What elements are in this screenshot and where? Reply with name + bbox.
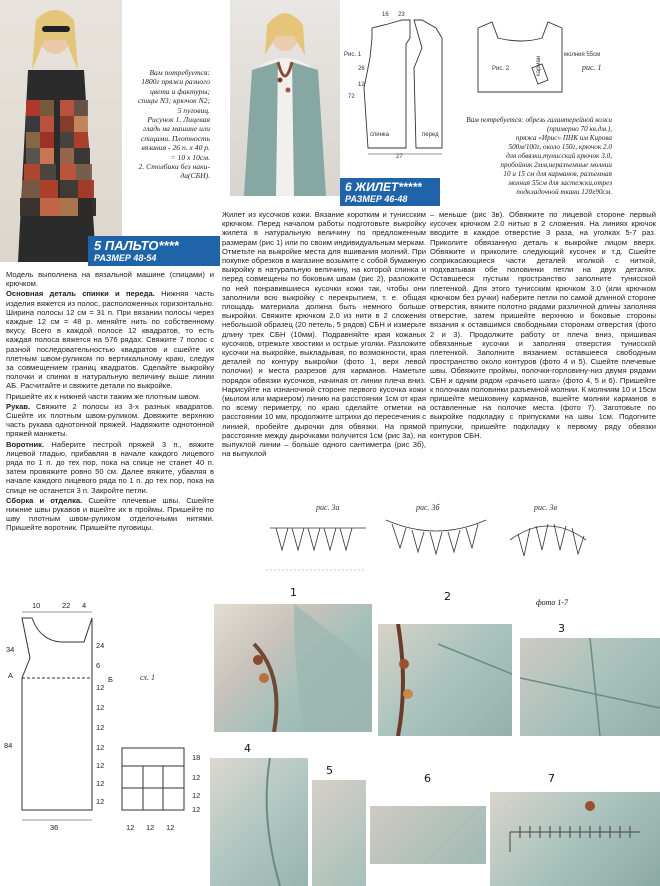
photo-5 <box>312 780 366 886</box>
dim-right-6: 6 <box>96 661 101 670</box>
photo-number-7: 7 <box>548 772 555 785</box>
coat-sleeve-text: Свяжите 2 полосы из 3-х разных квадратов. Сшейте их плотным швом-руликом. Довяжите верхнюю часть рукава однотонной пряжей. Надвяжите однотонной пряжей манжеты. <box>6 401 214 439</box>
coat-scheme <box>0 598 222 886</box>
dim-right-12a: 12 <box>96 683 105 692</box>
front-label: перед <box>422 132 439 138</box>
dim-72: 72 <box>348 94 355 100</box>
coat-photo <box>0 0 122 262</box>
coat-assembly-text: Сшейте плечевые швы. Сшейте нижние швы рукавов и вшейте их в проймы. Пришейте по шву плотным швом-руликом отделочными нитями. Пришейте воротник. Пришейте пуговицы. <box>6 495 214 533</box>
coat-assembly-heading: Сборка и отделка. <box>6 495 83 505</box>
fig3a-label: рис. 3а <box>316 503 340 512</box>
dim-sleeve-18: 18 <box>192 753 201 762</box>
dim-16: 16 <box>382 12 389 18</box>
vest-text-column-1: Жилет из кусочков кожи. Вязание коротким и тунисским крючком. Перед началом работы подготовьте выкройку жилета в натуральную величину по предложенным размерам (рис 1) или по своим индивидуальным меркам. Отметьте на выкройке места для вшивания молний. При покупке обрезков в магазине возьмите с собой бумажную выкройку в натуральную величину, на которой спинка и перед совмещены по боковым швам (рис 2), разложите по ней понравившиеся кусочки кожи так, чтобы они заполнили всю выкройку с перекрытием, т. е. общая площадь материала должна быть немного больше выкройки. Свяжите крючком 2.0 из нити в 2 сложения небольшой образец (20 петель, 5 рядов) СБН и измерьте длину трех СБН (10мм). Подравняйте края кожаных кусочков, отрежьте хвостики и острые уголки. Разложите кусочки на выкройке, выкладывая, по возможности, края деталей по контуру выкройки (фото 1, верх левой полочки) и места разрезов для карманов. Наметьте порядок обвязки кусочков, начиная от линии плеча вниз. Нарисуйте на изнаночной стороне первого кусочка кожи (мылом или маркером) линию на расстоянии 1см от края по всему периметру, по краю сделайте отметки на расстоянии 10 мм, продолжите штрихи до пересечения с линией, пробейте дырочки для обвязки. На прямой расстояние между дырочками получится 1см (рис 3а), на выпуклой линии – больше одного сантиметра (рис 3б), на выпуклой <box>222 210 426 459</box>
karman-label: карман <box>536 55 542 76</box>
vest-size: РАЗМЕР 46-48 <box>345 194 408 204</box>
vest-illustration <box>230 0 340 196</box>
dim-sleeve-12a: 12 <box>192 773 201 782</box>
dim-right-12g: 12 <box>96 797 105 806</box>
coat-sleeve-heading: Рукав. <box>6 401 31 411</box>
dim-23: 23 <box>398 12 405 18</box>
photo-6 <box>370 806 486 864</box>
photo-caption: фото 1-7 <box>536 598 569 607</box>
coat-size: РАЗМЕР 48-54 <box>94 253 157 263</box>
coat-collar-paragraph <box>6 440 214 495</box>
photo-number-6: 6 <box>424 772 431 785</box>
photo-number-2: 2 <box>444 590 451 603</box>
dim-sleeve-bottom-3: 12 <box>166 823 175 832</box>
coat-text-column <box>6 270 214 534</box>
dim-sleeve-12c: 12 <box>192 805 201 814</box>
coat-main-paragraph <box>6 289 214 390</box>
dim-right-12e: 12 <box>96 761 105 770</box>
back-label: спинка <box>370 132 390 138</box>
dim-left-84: 84 <box>4 741 13 750</box>
dim-top-22: 22 <box>62 601 71 610</box>
dim-left-34: 34 <box>6 645 15 654</box>
fig3-crochet-diagrams <box>266 500 596 574</box>
coat-collar-heading: Воротник. <box>6 439 45 449</box>
coat-assembly-paragraph <box>6 496 214 533</box>
photo-number-3: 3 <box>558 622 565 635</box>
vest-fig2-pattern <box>478 22 562 92</box>
vest-photo <box>230 0 340 196</box>
vest-title: 6 ЖИЛЕТ***** <box>345 180 422 194</box>
dim-right-12f: 12 <box>96 779 105 788</box>
coat-intro: Модель выполнена на вязальной машине (спицами) и крючком. <box>6 270 214 289</box>
photo-3 <box>520 638 660 736</box>
coat-main-heading: Основная деталь спинки и переда. <box>6 289 155 299</box>
label-a: А <box>8 671 14 680</box>
dim-top-10: 10 <box>32 601 41 610</box>
scheme-label: сх. 1 <box>140 673 155 682</box>
fig1-label: рис. 1 <box>582 63 602 72</box>
fig3v-label: рис. 3в <box>534 503 558 512</box>
fig2-small-label: Рис. 2 <box>492 66 510 72</box>
dim-bottom-36: 36 <box>50 823 59 832</box>
sleeve-outline <box>122 748 184 810</box>
dim-right-12d: 12 <box>96 743 105 752</box>
coat-materials: Вам потребуется: 1800г пряжи разного цвета и фактуры; спицы N3; крючок N2; 5 пуговиц. Рисунок 1. Лицевая гладь на машине или спицами. Плотность вязания - 26 п. х 40 р. = 10 х 10см. 2. Столбики без нaки- да(СБН). <box>138 68 210 181</box>
photo-number-4: 4 <box>244 742 251 755</box>
zip-label: молния 55см <box>564 52 601 58</box>
dim-26: 26 <box>358 66 365 72</box>
dim-sleeve-bottom-1: 12 <box>126 823 135 832</box>
photo-number-5: 5 <box>326 764 333 777</box>
photo-1 <box>214 604 372 732</box>
vest-text-column-2: – меньше (рис 3в). Обвяжите по лицевой стороне первый кусочек крючком 2.0 нитью в 2 сложения. На линиях крючок вводите в каждое отверстие 3 раза, на уголках 5-7 раз. Приколите обвязанную деталь к выкройке лицом вверх. Обвяжите и приколите следующий кусочек и т.д. Сшейте соприкасающиеся части деталей иголкой с ниткой, подхватывая обе половинки петли на двух деталях. Оставшееся пустым пространство заполните тунисской плетенкой. Для этого тунисским крючком 3.0 (или крючком крючком без ручки) наберите петли по самой длинной стороне отверстия, вяжите полотно рядами различной длины заполняя отверстие, затем пришейте верхнюю и боковые стороны вязания к оставшимся свободными сторонам отверстия (фото 2 и 3). Продолжите работу от плеча вниз, пришивая обвязанные кусочки и заполняя отверстия тунисской плетенкой. Заполните вязанием оставшееся свободным пространство около контуров (фото 4 и 5). Сшейте плечевые швы. Обвяжите проймы, полочки-горловину-низ двумя рядами СБН и одним рядом «рачьего шага» (фото 4, 5 и 6). Пришейте к полочкам половинки разъемной молнии. К молниям 10 и 15см пришейте мешковину карманов, вшейте молнии карманов в оставленные на полочке места (фото 7). Заготовьте по выкройке подкладку с припусками на швы 1см. Подогните припуски, пришейте подкладку к первому ряду обвязки контуров СБН. <box>430 210 656 440</box>
coat-illustration <box>0 0 122 262</box>
dim-top-4: 4 <box>82 601 87 610</box>
coat-sleeve-paragraph <box>6 402 214 439</box>
coat-outline <box>22 618 92 810</box>
photo-number-1: 1 <box>290 586 297 599</box>
coat-main-text: Нижняя часть изделия вяжется из полос, расположенных горизонтально. Ширина полосы 12 см = 31 п. При вязании полосы через каждые 12 см = 48 р. меняйте нить по собственному вкусу. Всего в каждой полосе 12 квадратов, то есть каждая полоса вяжется на 576 рядах. Свяжите 7 полос с разной последовательностью квадратов и сшейте их плетным швом-руликом по вертикальному краю, следуя за совмещением границ квадратов. Сделайте выкройку полочки и спинки в натуральную величину выше линии АБ. Расчитайте и свяжите детали по выкройке. <box>6 289 214 391</box>
vest-materials: Вам потребуется: обрезь галантерейной кожи (примерно 70 кв.дм.), пряжа «Ирис» ПНК им Кирова 500м/100г, около 150г, крючок 2.0 для обвязки,тунисский крючок 3.0, пробойник 2мм,неразъемные молнии 10 и 15 см для карманов, разъемная молния 55см для застежки,отрез подкладочной ткани 120х90см. <box>466 116 612 196</box>
coat-main-text2: Пришейте их к нижней части тажим же плотным швом. <box>6 391 201 401</box>
vest-back-pattern <box>364 20 442 148</box>
coat-collar-text: Наберите пестрой пряжей 3 п., вяжите лицевой гладью, прибавляя в начале каждого лицевого ряда по 1 п. до тех пор, пока на спице не станет 40 п. затем провяжите ровно 50 см. Далее вяжите, убавляя в начале каждого лицевого ряда по 1 п. до тех пор, пока на спице не останется 3 п. Закройте петли. <box>6 439 214 495</box>
fig3b-label: рис. 3б <box>416 503 440 512</box>
label-b: Б <box>108 675 113 684</box>
photo-4 <box>210 758 308 886</box>
dim-12: 12 <box>358 82 365 88</box>
dim-right-24: 24 <box>96 641 105 650</box>
dim-right-12c: 12 <box>96 723 105 732</box>
dim-sleeve-12b: 12 <box>192 791 201 800</box>
dim-sleeve-bottom-2: 12 <box>146 823 155 832</box>
coat-title-block <box>88 236 220 266</box>
photo-7 <box>490 792 660 886</box>
fig1-small-label: Рис. 1 <box>344 52 362 58</box>
dim-right-12b: 12 <box>96 703 105 712</box>
dim-27: 27 <box>396 154 403 160</box>
coat-title: 5 ПАЛЬТО**** <box>94 238 179 253</box>
photo-2 <box>378 624 512 736</box>
